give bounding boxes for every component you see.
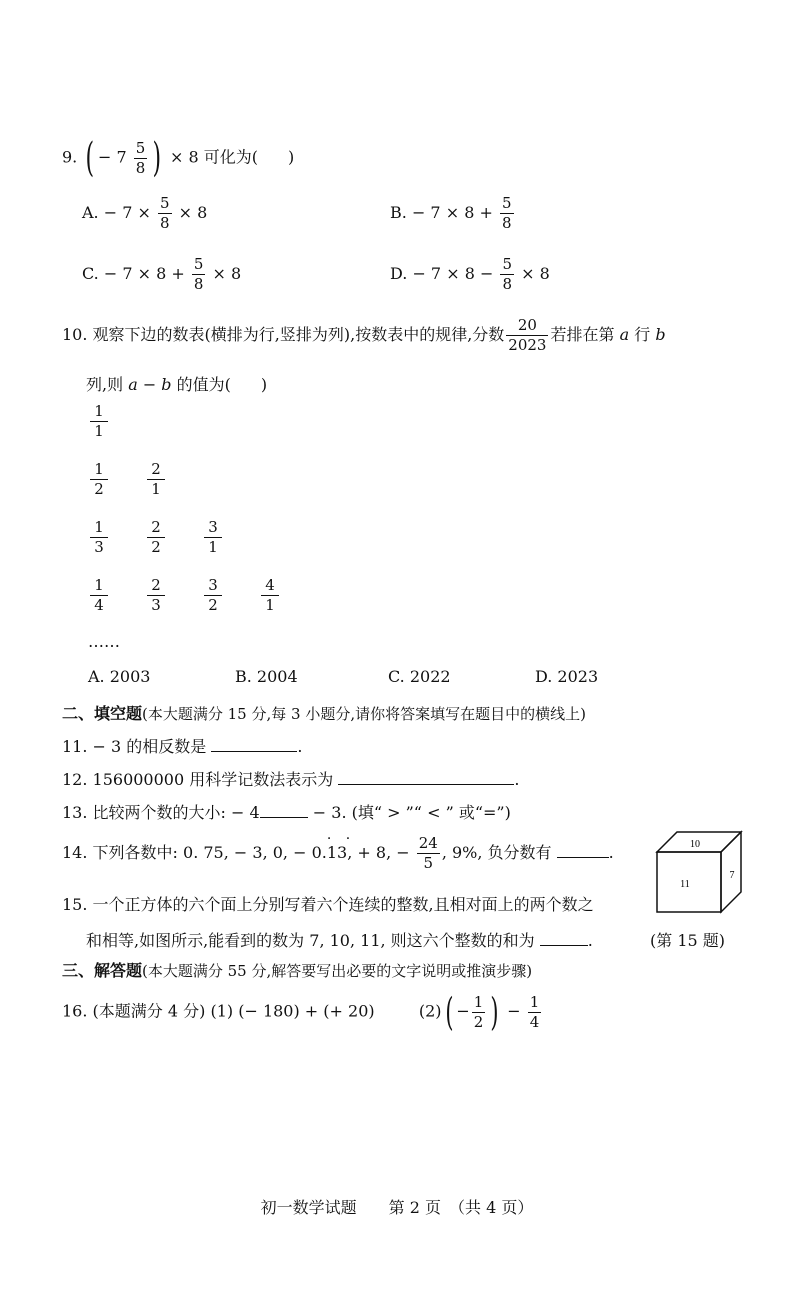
repeat-dots: · · bbox=[326, 831, 356, 847]
q15-line1: 15. 一个正方体的六个面上分别写着六个连续的整数,且相对面上的两个数之 bbox=[62, 895, 594, 914]
q10-close: ) bbox=[260, 375, 268, 394]
q9-stem bbox=[62, 135, 295, 181]
table-fraction bbox=[90, 520, 108, 555]
q12 bbox=[62, 767, 519, 790]
q9-option-d bbox=[390, 257, 550, 292]
q10-line2-text: 列,则 bbox=[86, 375, 124, 394]
frac-num: 3 bbox=[208, 518, 218, 536]
frac-den: 3 bbox=[90, 537, 108, 555]
answer-blank[interactable] bbox=[338, 768, 514, 785]
frac-den: 8 bbox=[193, 275, 204, 293]
q14-frac bbox=[417, 836, 440, 871]
q9-tail: × 8 可化为( bbox=[169, 147, 258, 167]
section-title: 二、填空题 bbox=[62, 704, 143, 723]
q9-option-b bbox=[390, 196, 516, 231]
frac-den: 2 bbox=[204, 595, 222, 613]
frac-den: 2 bbox=[90, 479, 108, 497]
repeat-digits: 13 bbox=[326, 843, 348, 862]
frac-num: 5 bbox=[160, 194, 170, 212]
answer-blank[interactable] bbox=[211, 735, 297, 752]
frac-num: 1 bbox=[473, 992, 484, 1011]
cube-figure bbox=[655, 830, 745, 915]
option-frac bbox=[158, 196, 172, 231]
q14-end: . bbox=[608, 843, 614, 862]
frac-num: 1 bbox=[529, 992, 540, 1011]
option-pre: − 7 × 8 + bbox=[411, 203, 493, 222]
q10-text: 10. 观察下边的数表(横排为行,竖排为列),按数表中的规律,分数 bbox=[62, 325, 505, 344]
var-a: a bbox=[619, 325, 630, 344]
option-post: × 8 bbox=[212, 264, 242, 283]
frac-num: 5 bbox=[135, 138, 146, 157]
answer-blank[interactable] bbox=[260, 801, 308, 818]
q14 bbox=[62, 831, 614, 872]
q12-end: . bbox=[514, 770, 520, 789]
q10-expr: a − b bbox=[128, 375, 172, 394]
frac-num: 1 bbox=[94, 402, 104, 420]
section-title: 三、解答题 bbox=[62, 961, 143, 980]
frac-den: 1 bbox=[147, 479, 165, 497]
q15-text: 和相等,如图所示,能看到的数为 7, 10, 11, 则这六个整数的和为 bbox=[86, 931, 535, 950]
option-post: × 8 bbox=[178, 203, 208, 222]
frac-den: 1 bbox=[261, 595, 279, 613]
q11 bbox=[62, 734, 302, 757]
q9-frac bbox=[134, 138, 148, 177]
q13-pre: 13. 比较两个数的大小: − 4 bbox=[62, 803, 260, 822]
frac-num: 20 bbox=[517, 316, 537, 334]
table-fraction bbox=[204, 520, 222, 555]
q16-frac2 bbox=[528, 992, 542, 1031]
option-pre: − 7 × bbox=[103, 203, 151, 222]
frac-den: 2023 bbox=[508, 336, 547, 354]
table-fraction bbox=[261, 578, 279, 613]
q16 bbox=[62, 990, 543, 1034]
page-footer: 初一数学试题 第 2 页 （共 4 页） bbox=[260, 1198, 534, 1217]
q11-end: . bbox=[297, 737, 303, 756]
option-label: C. bbox=[82, 264, 99, 283]
option-post: × 8 bbox=[521, 264, 550, 283]
q10-option-d: D. 2023 bbox=[535, 667, 599, 686]
q15-line2 bbox=[86, 928, 593, 951]
q15-end: . bbox=[587, 931, 593, 950]
q12-text: 12. 156000000 用科学记数法表示为 bbox=[62, 770, 334, 789]
frac-den: 3 bbox=[147, 595, 165, 613]
right-paren: ) bbox=[490, 990, 499, 1034]
q10-frac bbox=[506, 318, 548, 353]
q13 bbox=[62, 800, 511, 823]
table-ellipsis: …… bbox=[88, 632, 120, 651]
section-note: (本大题满分 15 分,每 3 小题分,请你将答案填写在题目中的横线上) bbox=[142, 705, 586, 723]
var-b: b bbox=[655, 325, 666, 344]
frac-den: 4 bbox=[529, 1012, 540, 1031]
frac-num: 1 bbox=[94, 576, 104, 594]
cube-right-label: 7 bbox=[729, 870, 735, 881]
frac-num: 4 bbox=[265, 576, 275, 594]
table-fraction bbox=[90, 578, 108, 613]
frac-num: 1 bbox=[94, 460, 104, 478]
q9-number: 9. bbox=[62, 147, 78, 167]
frac-num: 5 bbox=[501, 194, 512, 212]
frac-num: 24 bbox=[418, 834, 438, 852]
answer-blank[interactable] bbox=[557, 841, 609, 858]
q13-mid: − 3. (填“ > ”“ < ” 或“=”) bbox=[312, 803, 511, 822]
q14-pre: 14. 下列各数中: 0. 75, − 3, 0, − 0. bbox=[62, 843, 327, 862]
table-fraction bbox=[147, 520, 165, 555]
q11-text: 11. − 3 的相反数是 bbox=[62, 737, 207, 756]
q10-text-post: 若排在第 bbox=[550, 325, 615, 344]
frac-den: 8 bbox=[135, 158, 146, 177]
option-frac bbox=[500, 196, 514, 231]
frac-den: 8 bbox=[501, 214, 512, 232]
cube-front-label: 11 bbox=[680, 879, 690, 890]
q16-part2-label: (2) bbox=[418, 1001, 442, 1021]
option-label: A. bbox=[82, 203, 99, 222]
option-frac bbox=[192, 257, 206, 292]
frac-den: 1 bbox=[90, 421, 108, 439]
q9-close: ) bbox=[288, 147, 295, 167]
frac-num: 3 bbox=[208, 576, 218, 594]
q14-post: , 9%, 负分数有 bbox=[441, 843, 552, 862]
q9-int: − 7 bbox=[97, 147, 127, 167]
frac-den: 8 bbox=[160, 214, 170, 232]
option-pre: − 7 × 8 − bbox=[412, 264, 494, 283]
answer-blank[interactable] bbox=[540, 929, 588, 946]
option-label: B. bbox=[390, 203, 407, 222]
table-fraction bbox=[90, 404, 108, 439]
q10-option-b: B. 2004 bbox=[235, 667, 298, 686]
q16-frac1 bbox=[472, 992, 486, 1031]
q16-part1: 16. (本题满分 4 分) (1) (− 180) + (+ 20) bbox=[62, 1001, 375, 1021]
section2-heading bbox=[62, 701, 586, 724]
right-paren: ) bbox=[152, 135, 162, 181]
q10-option-a: A. 2003 bbox=[88, 667, 151, 686]
frac-den: 2 bbox=[473, 1012, 484, 1031]
q14-mid: , + 8, − bbox=[347, 843, 410, 862]
option-label: D. bbox=[390, 264, 408, 283]
left-paren: ( bbox=[444, 990, 453, 1034]
table-fraction bbox=[147, 578, 165, 613]
cube-top-label: 10 bbox=[690, 839, 700, 850]
q9-option-a bbox=[82, 196, 207, 231]
table-fraction bbox=[147, 462, 165, 497]
minus-sign: − bbox=[507, 1001, 521, 1021]
frac-den: 2 bbox=[147, 537, 165, 555]
table-fraction bbox=[90, 462, 108, 497]
frac-den: 8 bbox=[502, 275, 512, 293]
frac-num: 2 bbox=[151, 518, 161, 536]
neg-sign: − bbox=[456, 1001, 470, 1021]
q9-option-c bbox=[82, 257, 241, 292]
frac-num: 2 bbox=[151, 576, 161, 594]
repeating-decimal bbox=[326, 831, 356, 862]
row-word: 行 bbox=[634, 325, 651, 344]
q10-line1 bbox=[62, 318, 666, 353]
section-note: (本大题满分 55 分,解答要写出必要的文字说明或推演步骤) bbox=[142, 962, 533, 980]
q10-option-c: C. 2022 bbox=[388, 667, 451, 686]
q10-line2-post: 的值为( bbox=[176, 375, 231, 394]
option-pre: − 7 × 8 + bbox=[103, 264, 185, 283]
section3-heading bbox=[62, 958, 532, 981]
frac-num: 1 bbox=[94, 518, 104, 536]
frac-den: 4 bbox=[90, 595, 108, 613]
left-paren: ( bbox=[85, 135, 95, 181]
table-fraction bbox=[204, 578, 222, 613]
frac-num: 5 bbox=[193, 255, 204, 273]
frac-den: 1 bbox=[204, 537, 222, 555]
frac-num: 2 bbox=[151, 460, 161, 478]
option-frac bbox=[500, 257, 514, 292]
frac-den: 5 bbox=[417, 853, 440, 871]
frac-num: 5 bbox=[502, 255, 512, 273]
q15-caption: (第 15 题) bbox=[650, 931, 726, 950]
q10-line2 bbox=[86, 372, 267, 395]
